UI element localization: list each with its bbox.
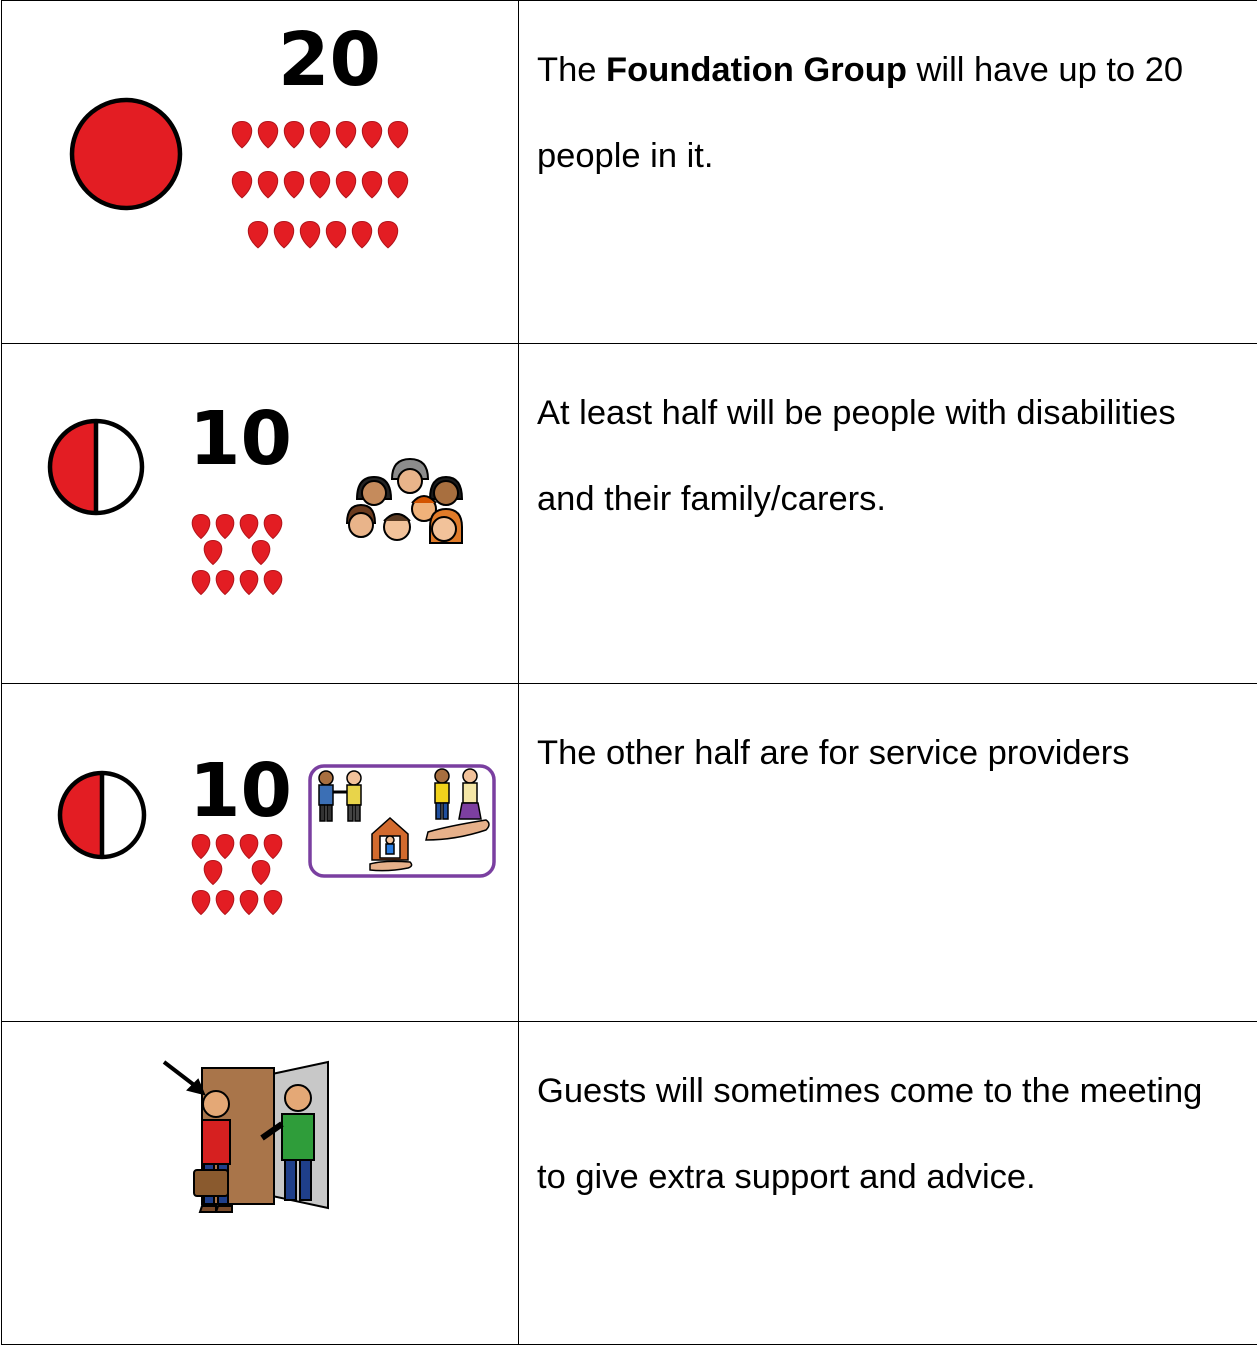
service-providers-icon [308,764,496,878]
row-text-end: will have up to 20 people in it. [537,51,1183,175]
balloon [240,835,258,859]
full-circle-icon [67,95,185,213]
table-row [2,1022,1257,1345]
balloon [310,121,329,147]
picture-cell [2,1022,519,1345]
balloons-icon [189,831,299,926]
balloon [240,515,258,539]
balloon [264,571,282,595]
balloon [284,121,303,147]
balloon [192,835,210,859]
balloon [362,121,381,147]
balloon [336,171,355,197]
balloon [264,515,282,539]
row-text [537,27,1238,199]
balloon [192,571,210,595]
balloon [216,571,234,595]
balloon [216,835,234,859]
picture-cell [2,684,519,1022]
balloon [240,571,258,595]
balloon [258,171,277,197]
balloon [310,171,329,197]
balloons-icon [224,119,424,269]
balloon [232,121,251,147]
row-text: At least half will be people with disabilities and their family/carers. [537,370,1238,542]
table-row [2,1,1257,344]
text-cell [519,344,1257,684]
row-text-start: The [537,51,606,89]
picture-cell [2,344,519,684]
balloon [204,541,222,565]
balloon [388,121,407,147]
table-row [2,344,1257,684]
balloon [284,171,303,197]
half-circle-icon [56,769,148,861]
count-number: 10 [189,402,292,476]
half-circle-icon [46,417,146,517]
balloon [274,221,293,247]
picture-cell [2,1,519,344]
balloon [232,171,251,197]
balloon [248,221,267,247]
count-number: 10 [189,754,292,828]
balloons-icon [189,511,299,606]
balloon [258,121,277,147]
guest-at-door-icon [162,1058,332,1218]
balloon [336,121,355,147]
balloon [192,891,210,915]
group-of-people-icon [342,459,472,549]
text-cell [519,1022,1257,1345]
balloon [240,891,258,915]
group-name: Foundation Group [606,51,907,89]
count-number: 20 [278,23,381,97]
balloon [352,221,371,247]
balloon [204,861,222,885]
text-cell [519,684,1257,1022]
balloon [300,221,319,247]
text-cell [519,1,1257,344]
balloon [252,861,270,885]
balloon [378,221,397,247]
balloon [252,541,270,565]
easy-read-table [1,0,1257,1345]
balloon [264,891,282,915]
balloon [388,171,407,197]
table-row [2,684,1257,1022]
row-text: Guests will sometimes come to the meeting to give extra support and advice. [537,1048,1238,1220]
balloon [326,221,345,247]
balloon [216,891,234,915]
balloon [362,171,381,197]
balloon [216,515,234,539]
balloon [192,515,210,539]
balloon [264,835,282,859]
row-text: The other half are for service providers [537,710,1238,796]
